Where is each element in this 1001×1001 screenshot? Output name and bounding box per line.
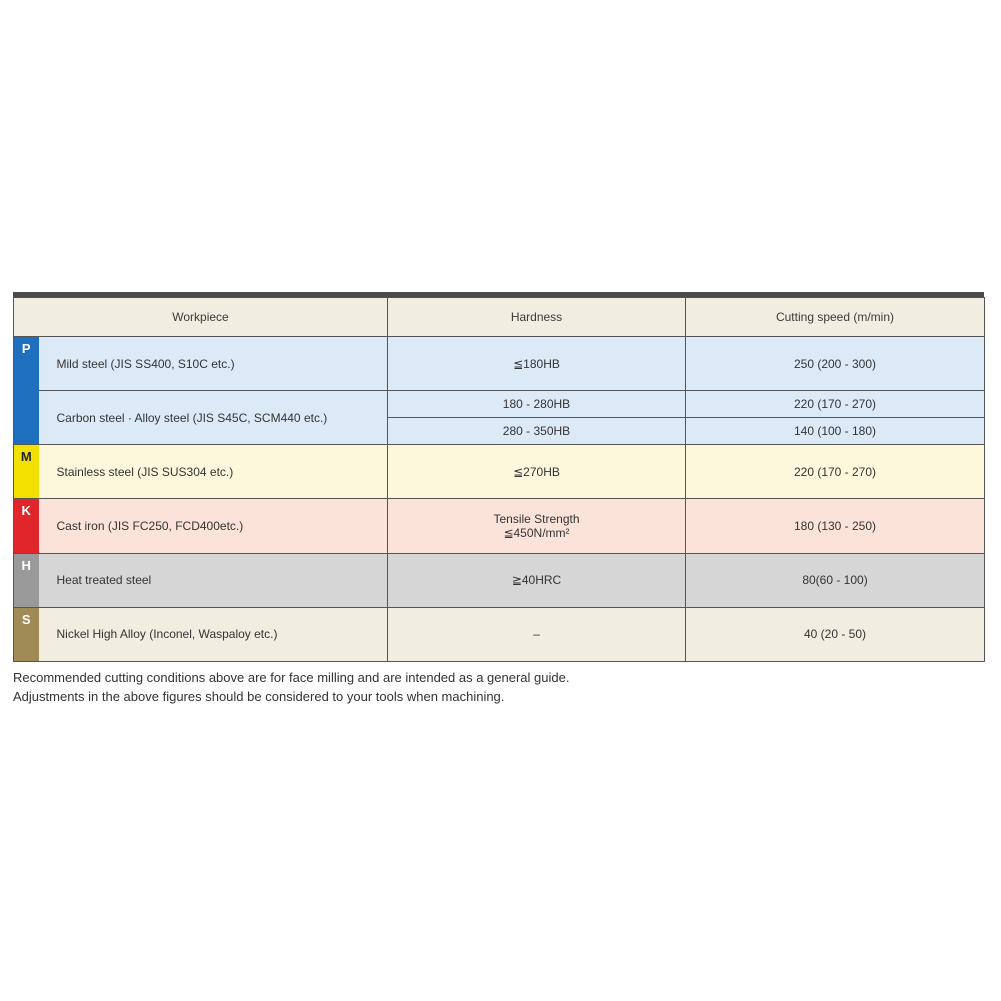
cutting-conditions-table-wrap (13, 292, 984, 662)
cutting-speed-cell: 40 (20 - 50) (686, 607, 985, 661)
hardness-cell: – (388, 607, 686, 661)
table-row (14, 553, 985, 607)
table-row (14, 445, 985, 499)
header-cutting-speed: Cutting speed (m/min) (686, 298, 985, 337)
workpiece-cell: Cast iron (JIS FC250, FCD400etc.) (39, 499, 388, 553)
hardness-cell: 180 - 280HB (388, 391, 686, 418)
hardness-cell (388, 499, 686, 553)
cutting-conditions-table (13, 297, 985, 662)
hardness-cell: ≦180HB (388, 337, 686, 391)
table-notes (13, 668, 988, 706)
table-row (14, 337, 985, 391)
hardness-cell: ≦270HB (388, 445, 686, 499)
table-row (14, 391, 985, 418)
cutting-speed-cell: 220 (170 - 270) (686, 445, 985, 499)
cutting-speed-cell: 80(60 - 100) (686, 553, 985, 607)
hardness-line-1: Tensile Strength (493, 512, 580, 527)
table-row (14, 499, 985, 553)
cutting-speed-cell: 220 (170 - 270) (686, 391, 985, 418)
iso-code-m: M (14, 445, 39, 499)
iso-code-k: K (14, 499, 39, 553)
iso-code-p: P (14, 337, 39, 445)
header-workpiece: Workpiece (14, 298, 388, 337)
workpiece-cell: Carbon steel · Alloy steel (JIS S45C, SCM440 etc.) (39, 391, 388, 445)
workpiece-cell: Heat treated steel (39, 553, 388, 607)
table-header-row (14, 298, 985, 337)
hardness-cell: 280 - 350HB (388, 418, 686, 445)
iso-code-s: S (14, 607, 39, 661)
iso-code-h: H (14, 553, 39, 607)
cutting-speed-cell: 250 (200 - 300) (686, 337, 985, 391)
workpiece-cell: Mild steel (JIS SS400, S10C etc.) (39, 337, 388, 391)
cutting-speed-cell: 180 (130 - 250) (686, 499, 985, 553)
cutting-speed-cell: 140 (100 - 180) (686, 418, 985, 445)
table-row (14, 607, 985, 661)
hardness-line-2: ≦450N/mm² (503, 526, 570, 541)
workpiece-cell: Stainless steel (JIS SUS304 etc.) (39, 445, 388, 499)
header-hardness: Hardness (388, 298, 686, 337)
workpiece-cell: Nickel High Alloy (Inconel, Waspaloy etc.) (39, 607, 388, 661)
note-line-1: Recommended cutting conditions above are for face milling and are intended as a general guide. (13, 670, 570, 685)
hardness-cell: ≧40HRC (388, 553, 686, 607)
note-line-2: Adjustments in the above figures should be considered to your tools when machining. (13, 689, 505, 704)
